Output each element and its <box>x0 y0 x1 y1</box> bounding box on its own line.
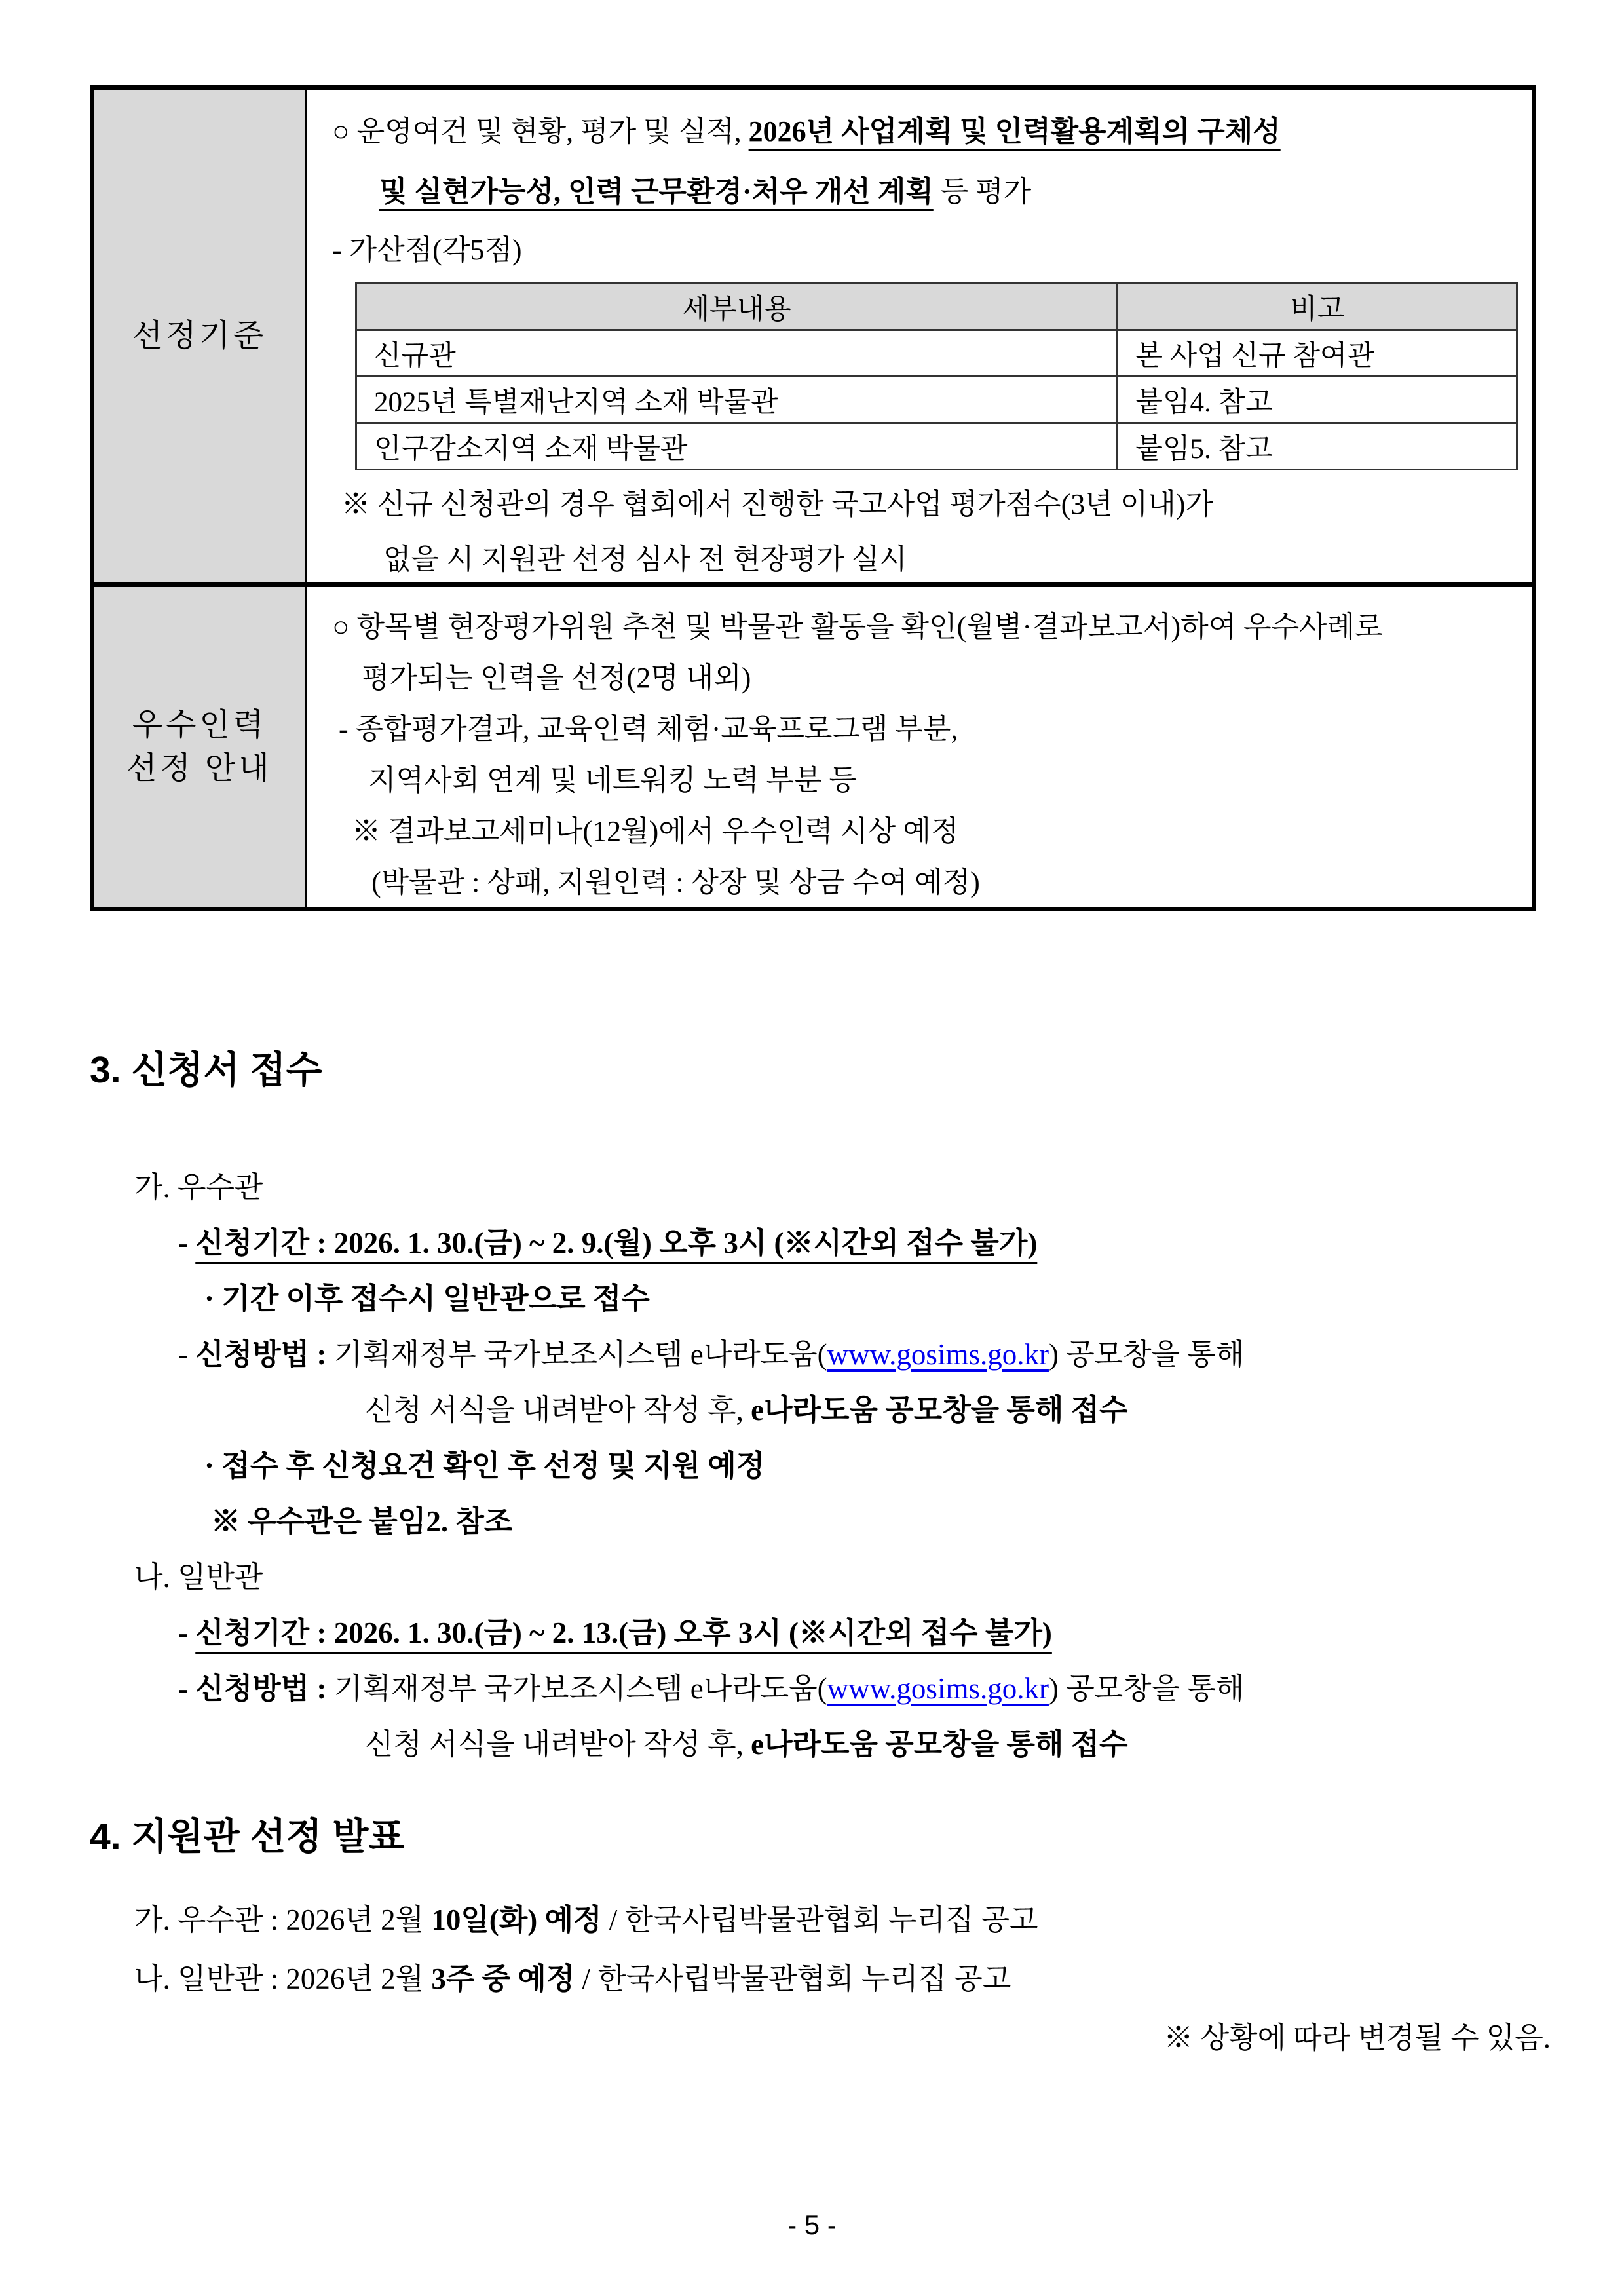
new-applicant-note-line1: ※ 신규 신청관의 경우 협회에서 진행한 국고사업 평가점수(3년 이내)가 <box>341 488 1213 520</box>
sub-heading-excellent-museum: 가. 우수관 <box>134 1171 263 1204</box>
announce-general-line <box>134 1949 1551 2008</box>
row-label-line2: 선정 안내 <box>126 751 273 786</box>
b-application-period-line <box>178 1605 1551 1661</box>
method-line2-bold: e나라도움 공모창을 통해 접수 <box>751 1728 1128 1761</box>
bonus-detail-cell: 인구감소지역 소재 박물관 <box>356 423 1118 470</box>
selection-criteria-content <box>307 90 1532 582</box>
criteria-table <box>90 85 1536 911</box>
method-text-post: ) 공모창을 통해 <box>1048 1338 1245 1371</box>
bonus-detail-cell: 2025년 특별재난지역 소재 박물관 <box>356 377 1118 423</box>
eval-line-2 <box>332 162 1516 222</box>
new-applicant-note-line2: 없을 시 지원관 선정 심사 전 현장평가 실시 <box>383 543 907 575</box>
personnel-line-2: 평가되는 인력을 선정(2명 내외) <box>362 662 751 694</box>
row-label-selection-criteria <box>94 90 307 582</box>
row-label-line1: 우수인력 <box>132 708 267 742</box>
row-label-excellent-personnel <box>94 587 307 907</box>
dash: - <box>178 1672 196 1705</box>
b-application-period: 신청기간 : 2026. 1. 30.(금) ~ 2. 13.(금) 오후 3시 (※시간외 접수 불가) <box>195 1617 1052 1649</box>
method-text-post: ) 공모창을 통해 <box>1048 1672 1245 1705</box>
personnel-line-3: - 종합평가결과, 교육인력 체험·교육프로그램 부분, <box>339 713 958 745</box>
method-text: 기획재정부 국가보조시스템 e나라도움( <box>333 1672 827 1705</box>
section4-heading: 4. 지원관 선정 발표 <box>90 1816 405 1858</box>
excellent-personnel-content <box>307 587 1532 907</box>
method-text: 기획재정부 국가보조시스템 e나라도움( <box>333 1338 827 1371</box>
table-row-excellent-personnel <box>94 582 1532 907</box>
page-number: - 5 - <box>787 2210 837 2240</box>
bonus-header-note: 비고 <box>1118 284 1517 330</box>
a-confirm-note: · 접수 후 신청요건 확인 후 선정 및 지원 예정 <box>204 1449 765 1482</box>
b-method-line2 <box>365 1717 1551 1772</box>
method-label: 신청방법 : <box>195 1672 334 1705</box>
eval-line2-emphasis: 및 실현가능성, 인력 근무환경·처우 개선 계획 <box>379 176 934 208</box>
table-row-selection-criteria <box>94 90 1532 582</box>
bonus-detail-cell: 신규관 <box>356 330 1118 377</box>
personnel-line-1: ○ 항목별 현장평가위원 추천 및 박물관 활동을 확인(월별·결과보고서)하여 우수사례로 <box>332 611 1383 643</box>
gosims-link[interactable]: www.gosims.go.kr <box>827 1672 1049 1705</box>
bonus-note-cell: 붙임5. 참고 <box>1118 423 1517 470</box>
bonus-points-table <box>355 282 1518 470</box>
a-application-period: 신청기간 : 2026. 1. 30.(금) ~ 2. 9.(월) 오후 3시 (※시간외 접수 불가) <box>195 1227 1038 1259</box>
section3-heading: 3. 신청서 접수 <box>90 1049 322 1091</box>
b-application-method-line <box>178 1661 1551 1717</box>
section4-body <box>90 1890 1551 2067</box>
announce-b-date: 3주 중 예정 <box>431 1962 575 1995</box>
sub-heading-general-museum: 나. 일반관 <box>134 1561 263 1594</box>
announce-a-date: 10일(화) 예정 <box>431 1904 602 1936</box>
dash: - <box>178 1617 196 1649</box>
method-line2-bold: e나라도움 공모창을 통해 접수 <box>751 1394 1128 1426</box>
announce-a-normal1: 가. 우수관 : 2026년 2월 <box>134 1904 432 1936</box>
eval-line1-normal: ○ 운영여건 및 현황, 평가 및 실적, <box>332 115 749 147</box>
table-row <box>356 330 1517 377</box>
personnel-award-note: ※ 결과보고세미나(12월)에서 우수인력 시상 예정 <box>352 815 959 847</box>
bonus-points-label: - 가산점(각5점) <box>332 234 522 266</box>
a-application-method-line <box>178 1327 1551 1383</box>
table-row <box>356 377 1517 423</box>
method-line2-normal: 신청 서식을 내려받아 작성 후, <box>365 1394 751 1426</box>
eval-line1-emphasis: 2026년 사업계획 및 인력활용계획의 구체성 <box>748 115 1281 147</box>
a-attachment-ref: ※ 우수관은 붙임2. 참조 <box>211 1505 513 1538</box>
bonus-note-cell: 붙임4. 참고 <box>1118 377 1517 423</box>
eval-line2-normal: 등 평가 <box>933 176 1032 208</box>
announce-b-normal2: / 한국사립박물관협회 누리집 공고 <box>575 1962 1011 1995</box>
personnel-line-4: 지역사회 연계 및 네트워킹 노력 부분 등 <box>368 764 858 796</box>
announce-excellent-line <box>134 1890 1551 1949</box>
bonus-header-detail: 세부내용 <box>356 284 1118 330</box>
dash: - <box>178 1338 196 1371</box>
subject-to-change-note: ※ 상황에 따라 변경될 수 있음. <box>1163 2021 1551 2054</box>
a-late-submission-note: · 기간 이후 접수시 일반관으로 접수 <box>204 1282 650 1315</box>
row-label-text: 선정기준 <box>132 318 267 353</box>
bonus-note-cell: 본 사업 신규 참여관 <box>1118 330 1517 377</box>
section3-body <box>90 1160 1551 1772</box>
announce-b-normal1: 나. 일반관 : 2026년 2월 <box>134 1962 432 1995</box>
a-method-line2 <box>365 1383 1551 1438</box>
eval-line-1 <box>332 102 1516 162</box>
method-label: 신청방법 : <box>195 1338 334 1371</box>
table-row <box>356 423 1517 470</box>
a-application-period-line <box>178 1215 1551 1271</box>
personnel-award-detail: (박물관 : 상패, 지원인력 : 상장 및 상금 수여 예정) <box>371 866 980 898</box>
gosims-link[interactable]: www.gosims.go.kr <box>827 1338 1049 1371</box>
announce-a-normal2: / 한국사립박물관협회 누리집 공고 <box>601 1904 1038 1936</box>
bonus-table-header-row <box>356 284 1517 330</box>
method-line2-normal: 신청 서식을 내려받아 작성 후, <box>365 1728 751 1761</box>
dash: - <box>178 1227 196 1259</box>
